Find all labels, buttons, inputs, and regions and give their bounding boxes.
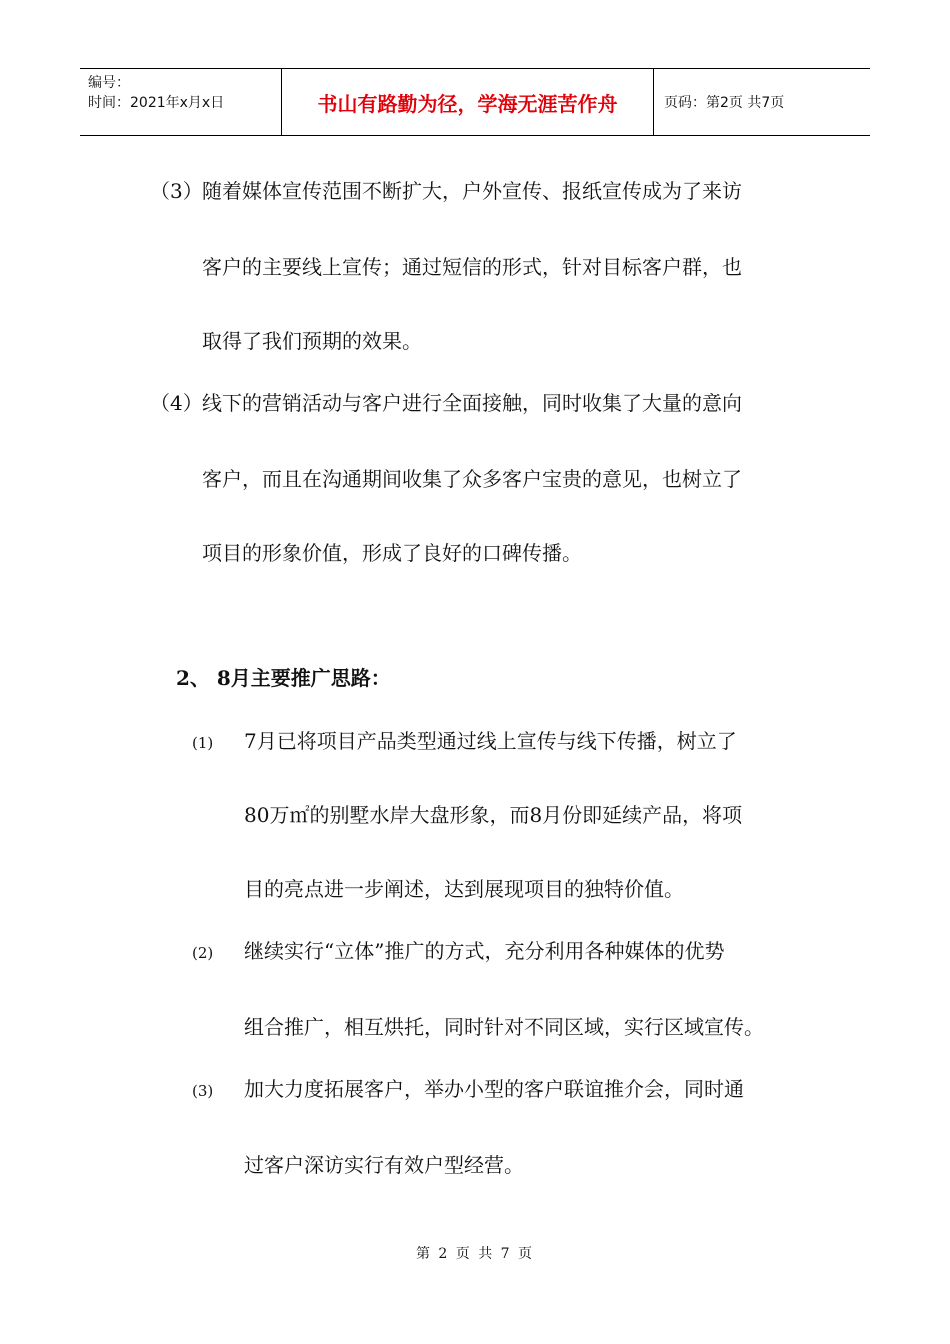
plan-item-3-line-1: 加大力度拓展客户，举办小型的客户联谊推介会，同时通: [244, 1077, 744, 1101]
document-number-label: 编号：: [88, 75, 130, 91]
item-3-line-1: 随着媒体宣传范围不断扩大，户外宣传、报纸宣传成为了来访: [202, 179, 742, 203]
header-motto-cell: [282, 69, 654, 135]
plan-item-3-line-2: 过客户深访实行有效户型经营。: [244, 1153, 524, 1177]
item-4-marker: （4）: [150, 391, 203, 415]
plan-item-2-line-2: 组合推广，相互烘托，同时针对不同区域，实行区域宣传。: [244, 1015, 764, 1039]
item-4-line-1: 线下的营销活动与客户进行全面接触，同时收集了大量的意向: [202, 391, 742, 415]
page-footer: 第 2 页 共 7 页: [415, 1246, 535, 1262]
header-meta-cell: [80, 69, 282, 135]
item-3-line-2: 客户的主要线上宣传；通过短信的形式，针对目标客户群，也: [202, 255, 742, 279]
plan-item-2-marker: (2): [192, 944, 214, 962]
plan-item-1-line-1: 7月已将项目产品类型通过线上宣传与线下传播，树立了: [244, 729, 737, 753]
section-2-heading: 2、 8月主要推广思路：: [176, 666, 391, 690]
plan-item-3-marker: (3): [192, 1082, 214, 1100]
item-4-line-2: 客户，而且在沟通期间收集了众多客户宝贵的意见，也树立了: [202, 467, 742, 491]
document-header: [80, 68, 870, 136]
plan-item-1-marker: (1): [192, 734, 214, 752]
header-page-cell: [654, 69, 870, 135]
document-date-label: 时间：2021年x月x日: [88, 95, 225, 111]
plan-item-1-line-2: 80万㎡的别墅水岸大盘形象，而8月份即延续产品，将项: [244, 803, 743, 827]
item-3-line-3: 取得了我们预期的效果。: [202, 329, 422, 353]
header-page-info: 页码：第2页 共7页: [664, 95, 785, 111]
item-3-marker: （3）: [150, 179, 203, 203]
plan-item-2-line-1: 继续实行“立体”推广的方式，充分利用各种媒体的优势: [244, 939, 725, 963]
plan-item-1-line-3: 目的亮点进一步阐述，达到展现项目的独特价值。: [244, 877, 684, 901]
header-motto: 书山有路勤为径，学海无涯苦作舟: [317, 91, 618, 116]
item-4-line-3: 项目的形象价值，形成了良好的口碑传播。: [202, 541, 582, 565]
